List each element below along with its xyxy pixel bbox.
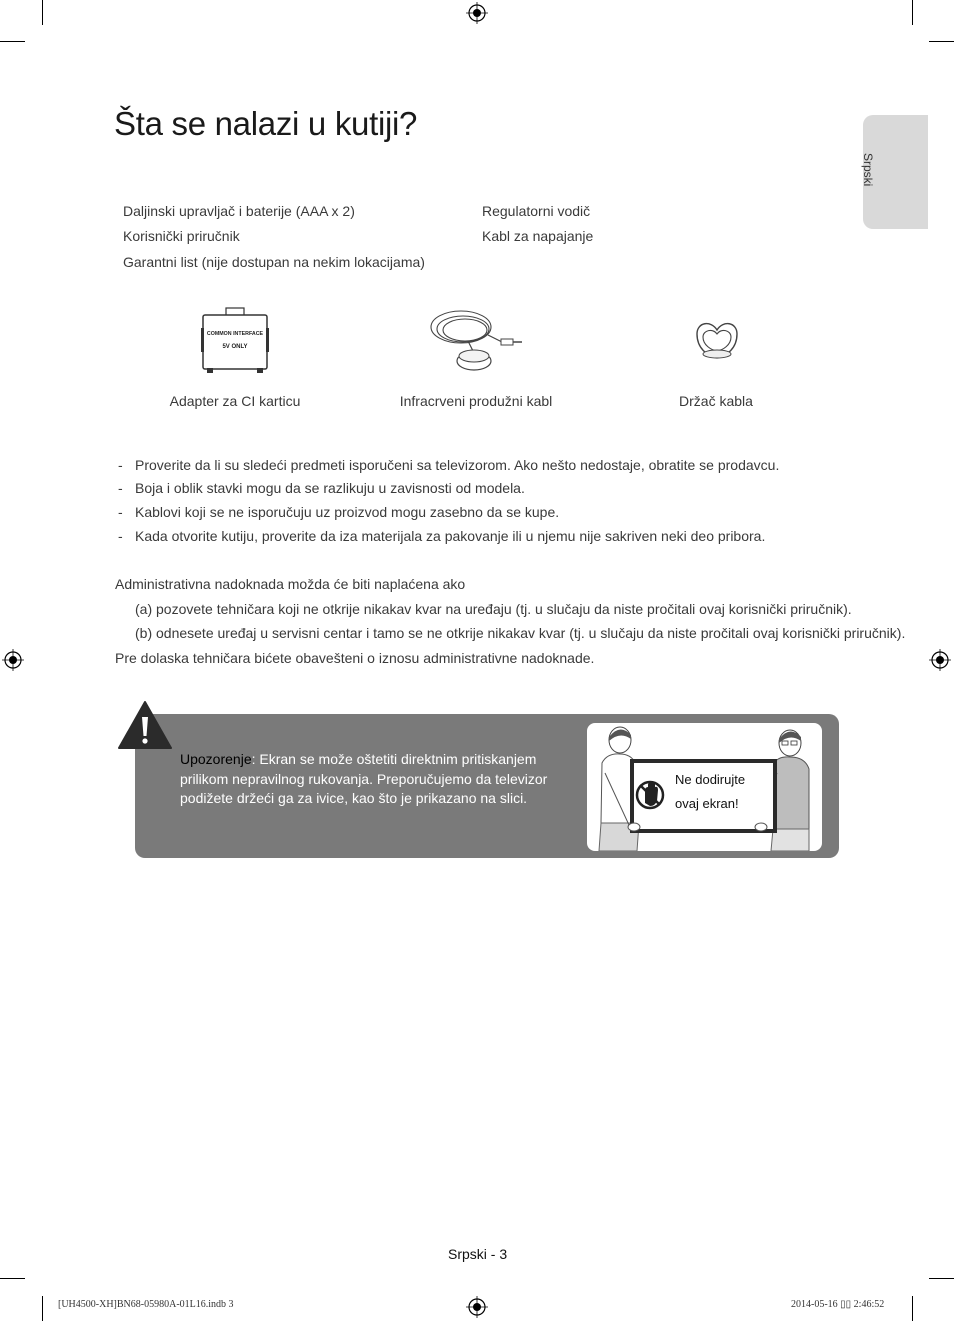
print-file-name: [UH4500-XH]BN68-05980A-01L16.indb 3 bbox=[58, 1299, 234, 1310]
contents-item: Daljinski upravljač i baterije (AAA x 2) bbox=[123, 203, 355, 219]
registration-mark-icon bbox=[466, 2, 488, 24]
admin-case-a: (a) pozovete tehničara koji ne otkrije nikakav kvar na uređaju (tj. u slučaju da niste pročitali ovaj korisnički priručnik). bbox=[135, 601, 852, 617]
warning-text: Upozorenje: Ekran se može oštetiti direktnim pritiskanjem prilikom nepravilnog rukovanja. Preporučujemo da televizor podižete držeći ga za ivice, kao što je prikazano na slici. bbox=[180, 751, 548, 806]
contents-item: Garantni list (nije dostupan na nekim lokacijama) bbox=[123, 254, 425, 270]
ci-card-adapter-icon bbox=[199, 306, 271, 374]
registration-mark-icon bbox=[2, 649, 24, 671]
accessory-label: Držač kabla bbox=[679, 393, 753, 409]
contents-item: Kabl za napajanje bbox=[482, 228, 594, 244]
tv-warning-line1: Ne dodirujte bbox=[675, 772, 746, 787]
ci-chip-line1: COMMON INTERFACE bbox=[206, 331, 264, 337]
admin-intro: Administrativna nadoknada možda će biti naplaćena ako bbox=[115, 576, 466, 592]
note-item: - Kablovi koji se ne isporučuju uz proizvod mogu zasebno da se kupe. bbox=[118, 504, 560, 520]
ci-chip-line2: 5V ONLY bbox=[222, 344, 248, 350]
language-tab-label: Srpski bbox=[861, 153, 875, 187]
note-item: - Kada otvorite kutiju, proverite da iza materijala za pakovanje ili u njemu nije sakriven neki deo pribora. bbox=[118, 528, 766, 544]
tv-warning-line2: ovaj ekran! bbox=[675, 796, 739, 811]
registration-mark-icon bbox=[466, 1296, 488, 1318]
tv-handling-illustration bbox=[587, 723, 822, 851]
accessory-label: Adapter za CI karticu bbox=[169, 393, 301, 409]
crop-mark bbox=[42, 0, 43, 25]
note-item: - Proverite da li su sledeći predmeti isporučeni sa televizorom. Ako nešto nedostaje, obratite se prodavcu. bbox=[118, 457, 780, 473]
contents-item: Korisnički priručnik bbox=[123, 228, 240, 244]
accessory-label: Infracrveni produžni kabl bbox=[399, 393, 553, 409]
page-title: Šta se nalazi u kutiji? bbox=[114, 105, 418, 142]
admin-closing: Pre dolaska tehničara bićete obavešteni o iznosu administrativne nadoknade. bbox=[115, 650, 595, 666]
crop-mark bbox=[929, 41, 954, 42]
crop-mark bbox=[929, 1278, 954, 1279]
crop-mark bbox=[912, 0, 913, 25]
registration-mark-icon bbox=[929, 649, 951, 671]
language-tab bbox=[863, 115, 928, 229]
print-date-time: 2014-05-16 ▯▯ 2:46:52 bbox=[791, 1299, 885, 1310]
crop-mark bbox=[912, 1296, 913, 1321]
admin-case-b: (b) odnesete uređaj u servisni centar i tamo se ne otkrije nikakav kvar (tj. u slučaju da niste pročitali ovaj korisnički priručnik). bbox=[135, 625, 906, 641]
page-number: Srpski - 3 bbox=[448, 1246, 508, 1262]
crop-mark bbox=[0, 41, 25, 42]
warning-triangle-icon bbox=[117, 700, 173, 750]
ir-extender-cable-icon bbox=[428, 305, 524, 375]
note-item: - Boja i oblik stavki mogu da se razlikuju u zavisnosti od modela. bbox=[118, 480, 525, 496]
crop-mark bbox=[0, 1278, 25, 1279]
crop-mark bbox=[42, 1296, 43, 1321]
cable-holder-icon bbox=[693, 318, 741, 364]
contents-item: Regulatorni vodič bbox=[482, 203, 591, 219]
